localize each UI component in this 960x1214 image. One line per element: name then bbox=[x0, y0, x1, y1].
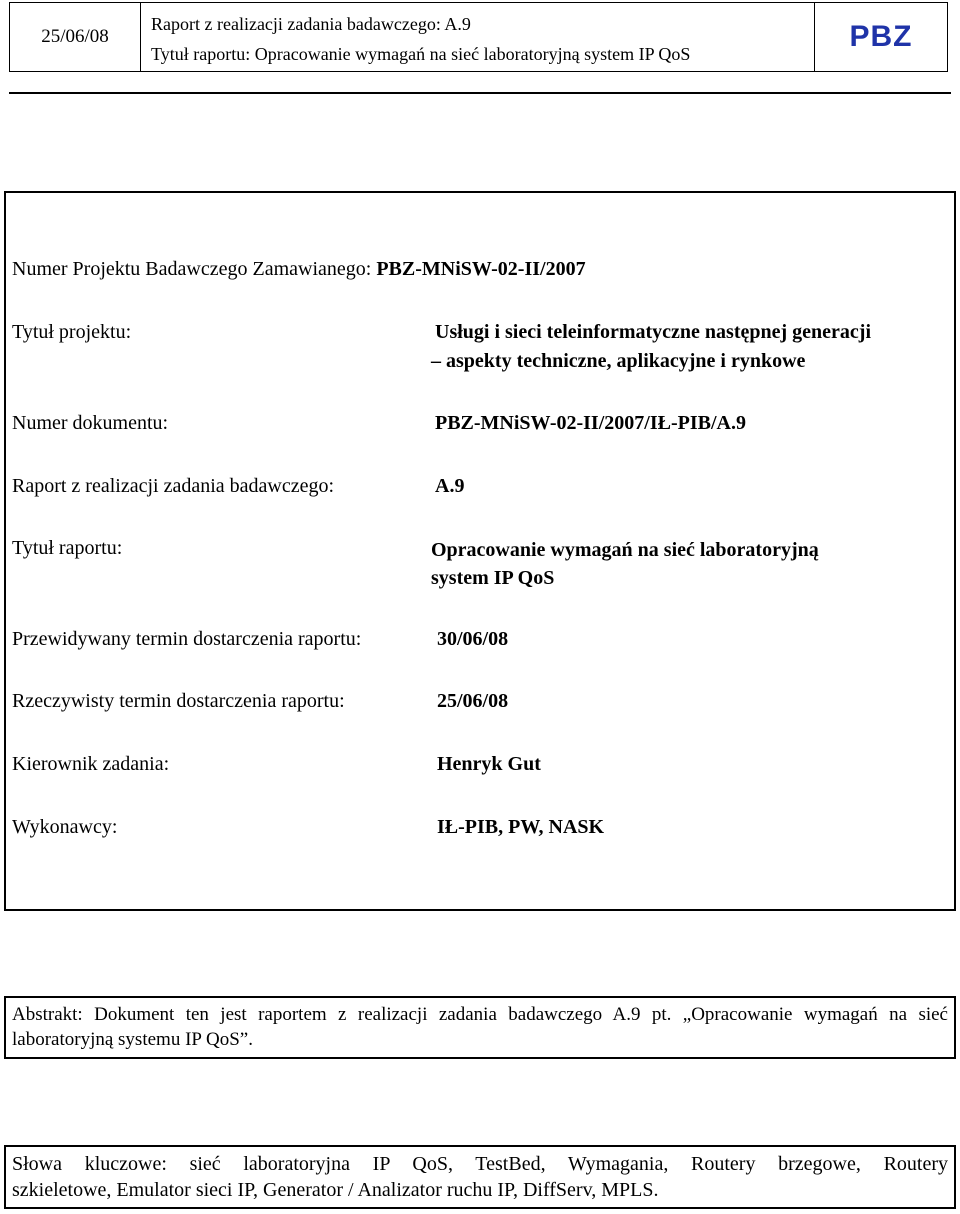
contractors-label: Wykonawcy: bbox=[12, 816, 118, 838]
abstract-label: Abstrakt: bbox=[12, 1004, 83, 1025]
contractors-value: IŁ-PIB, PW, NASK bbox=[437, 816, 605, 838]
header-divider bbox=[9, 92, 951, 94]
actual-date-label: Rzeczywisty termin dostarczenia raportu: bbox=[12, 690, 345, 712]
keywords-line2: szkieletowe, Emulator sieci IP, Generator / Analizator ruchu IP, DiffServ, MPLS. bbox=[12, 1179, 659, 1201]
header-titles bbox=[141, 3, 815, 71]
manager-label: Kierownik zadania: bbox=[12, 753, 170, 775]
header-date: 25/06/08 bbox=[10, 3, 141, 71]
doc-number-label: Numer dokumentu: bbox=[12, 412, 169, 434]
project-title-label: Tytuł projektu: bbox=[12, 321, 132, 343]
planned-date-value: 30/06/08 bbox=[437, 628, 509, 650]
report-title-value-line2: system IP QoS bbox=[431, 567, 555, 589]
project-info-box bbox=[4, 191, 956, 911]
manager-value: Henryk Gut bbox=[437, 753, 541, 775]
header-task-line: Raport z realizacji zadania badawczego: A.9 bbox=[151, 14, 471, 34]
project-number-row bbox=[12, 255, 586, 283]
actual-date-value: 25/06/08 bbox=[437, 690, 509, 712]
abstract-box bbox=[4, 996, 956, 1059]
pbz-logo: PBZ bbox=[849, 20, 913, 53]
keywords-box bbox=[4, 1145, 956, 1209]
planned-date-label: Przewidywany termin dostarczenia raportu: bbox=[12, 628, 362, 650]
page-header bbox=[9, 2, 948, 72]
task-label: Raport z realizacji zadania badawczego: bbox=[12, 475, 335, 497]
project-number-label: Numer Projektu Badawczego Zamawianego: bbox=[12, 258, 372, 280]
report-title-label: Tytuł raportu: bbox=[12, 537, 123, 559]
project-number-value: PBZ-MNiSW-02-II/2007 bbox=[376, 258, 586, 280]
report-title-value-line1: Opracowanie wymagań na sieć laboratoryjną bbox=[431, 539, 819, 561]
doc-number-value: PBZ-MNiSW-02-II/2007/IŁ-PIB/A.9 bbox=[435, 412, 746, 434]
task-value: A.9 bbox=[435, 475, 465, 497]
project-title-value-line2: – aspekty techniczne, aplikacyjne i rynkowe bbox=[431, 350, 806, 372]
keywords-line1: Słowa kluczowe: sieć laboratoryjna IP QoS, TestBed, Wymagania, Routery brzegowe, Routery bbox=[12, 1153, 948, 1175]
project-title-value-line1: Usługi i sieci teleinformatyczne następnej generacji bbox=[435, 321, 872, 343]
header-report-title-line: Tytuł raportu: Opracowanie wymagań na sieć laboratoryjną system IP QoS bbox=[151, 44, 691, 64]
abstract-text: Dokument ten jest raportem z realizacji zadania badawczego A.9 pt. „Opracowanie wymagań na sieć laboratoryjną systemu IP QoS”. bbox=[12, 1004, 948, 1050]
